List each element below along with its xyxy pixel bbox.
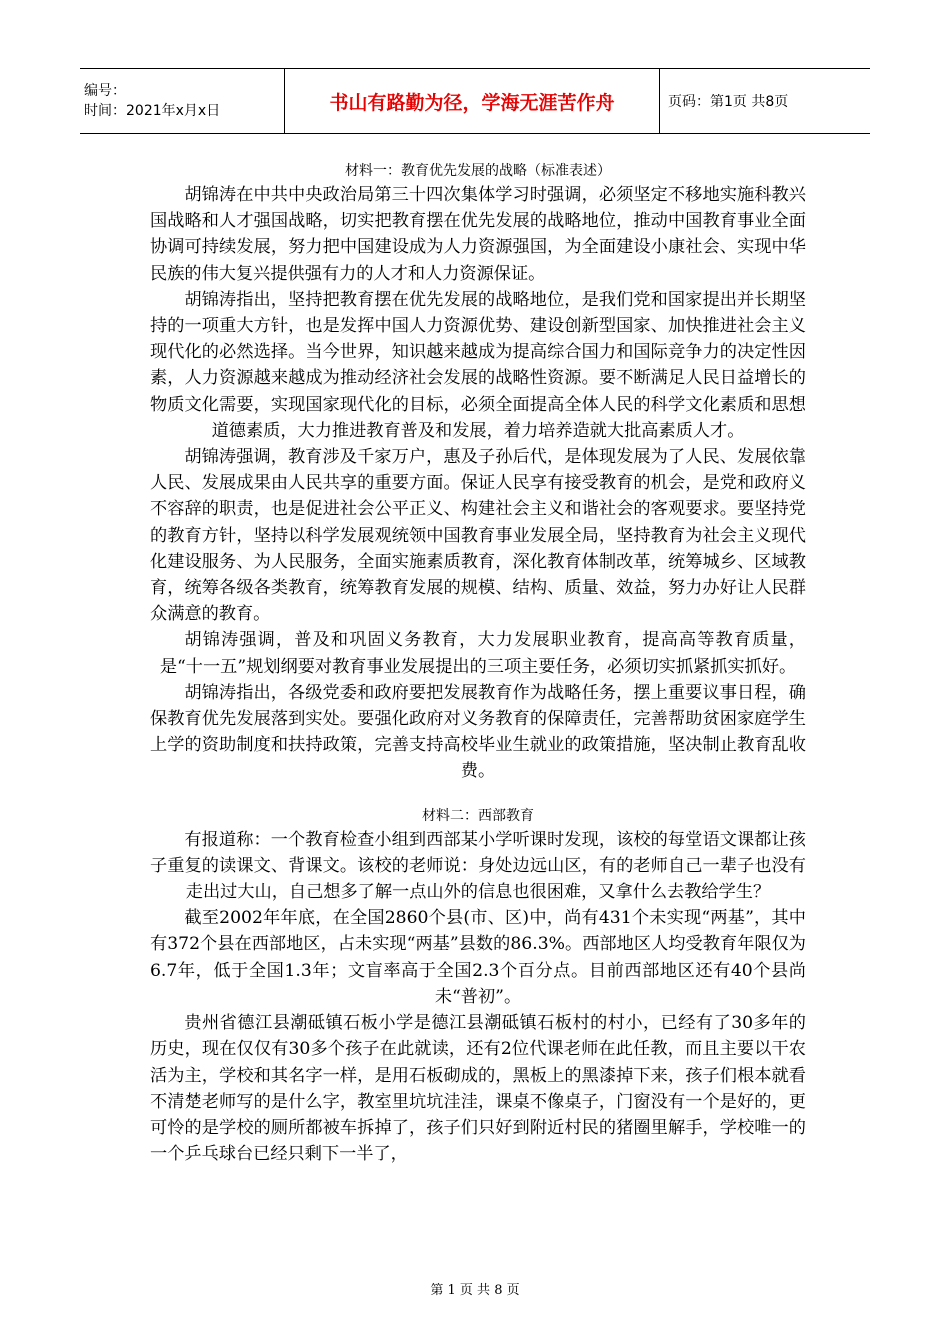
section-1-paragraph: 胡锦涛指出，坚持把教育摆在优先发展的战略地位，是我们党和国家提出并长期坚持的一项重大方针，也是发挥中国人力资源优势、建设创新型国家、加快推进社会主义现代化的必然选择。当今世界，知识越来越成为提高综合国力和国际竞争力的决定性因素，人力资源越来越成为推动经济社会发展的战略性资源。要不断满足人民日益增长的物质文化需要，实现国家现代化的目标，必须全面提高全体人民的科学文化素质和思想道德素质，大力推进教育普及和发展，着力培养造就大批高素质人才。 xyxy=(150,289,806,441)
page-header xyxy=(80,68,870,134)
section-1-paragraph: 胡锦涛强调，普及和巩固义务教育，大力发展职业教育，提高高等教育质量，是“十一五”规划纲要对教育事业发展提出的三项主要任务，必须切实抓紧抓实抓好。 xyxy=(159,630,806,677)
number-label: 编号： xyxy=(84,83,126,99)
section-gap xyxy=(150,785,806,805)
section-1-paragraph: 胡锦涛在中共中央政治局第三十四次集体学习时强调，必须坚定不移地实施科教兴国战略和人才强国战略，切实把教育摆在优先发展的战略地位，推动中国教育事业全面协调可持续发展，努力把中国建设成为人力资源强国，为全面建设小康社会、实现中华民族的伟大复兴提供强有力的人才和人力资源保证。 xyxy=(150,185,806,284)
section-1-title: 材料一：教育优先发展的战略（标准表述） xyxy=(345,163,611,179)
section-1-paragraph: 胡锦涛指出，各级党委和政府要把发展教育作为战略任务，摆上重要议事日程，确保教育优先发展落到实处。要强化政府对义务教育的保障责任，完善帮助贫困家庭学生上学的资助制度和扶持政策，完善支持高校毕业生就业的政策措施，坚决制止教育乱收费。 xyxy=(150,682,806,782)
section-2-paragraph: 截至2002年年底，在全国2860个县(市、区)中，尚有431个未实现“两基”，其中有372个县在西部地区，占未实现“两基”县数的86.3%。西部地区人均受教育年限仅为6.7年，低于全国1.3年；文盲率高于全国2.3个百分点。目前西部地区还有40个县尚未“普初”。 xyxy=(150,908,806,1007)
header-motto: 书山有路勤为径，学海无涯苦作舟 xyxy=(285,69,660,134)
document-body xyxy=(150,160,806,1167)
section-1-paragraph: 胡锦涛强调，教育涉及千家万户，惠及子孙后代，是体现发展为了人民、发展依靠人民、发展成果由人民共享的重要方面。保证人民享有接受教育的机会，是党和政府义不容辞的职责，也是促进社会公平正义、构建社会主义和谐社会的客观要求。要坚持党的教育方针，坚持以科学发展观统领中国教育事业发展全局，坚持教育为社会主义现代化建设服务、为人民服务，全面实施素质教育，深化教育体制改革，统筹城乡、区域教育，统筹各级各类教育，统筹教育发展的规模、结构、质量、效益，努力办好让人民群众满意的教育。 xyxy=(150,447,806,625)
page-footer: 第 1 页 共 8 页 xyxy=(430,1283,520,1298)
section-2-title: 材料二：西部教育 xyxy=(422,807,534,824)
header-page-info: 页码：第1页 共8页 xyxy=(660,69,871,134)
header-meta xyxy=(80,69,285,134)
time-label: 时间：2021年x月x日 xyxy=(84,103,221,119)
section-2-paragraph: 有报道称：一个教育检查小组到西部某小学听课时发现，该校的每堂语文课都让孩子重复的读课文、背课文。该校的老师说：身处边远山区，有的老师自己一辈子也没有走出过大山，自己想多了解一点山外的信息也很困难，又拿什么去教给学生？ xyxy=(150,829,806,903)
section-2-paragraph: 贵州省德江县潮砥镇石板小学是德江县潮砥镇石板村的村小，已经有了30多年的历史，现在仅仅有30多个孩子在此就读，还有2位代课老师在此任教，而且主要以干农活为主，学校和其名字一样，是用石板砌成的，黑板上的黑漆掉下来，孩子们根本就看不清楚老师写的是什么字，教室里坑坑洼洼，课桌不像桌子，门窗没有一个是好的，更可怜的是学校的厕所都被车拆掉了，孩子们只好到附近村民的猪圈里解手，学校唯一的一个乒乓球台已经只剩下一半了， xyxy=(150,1013,806,1165)
